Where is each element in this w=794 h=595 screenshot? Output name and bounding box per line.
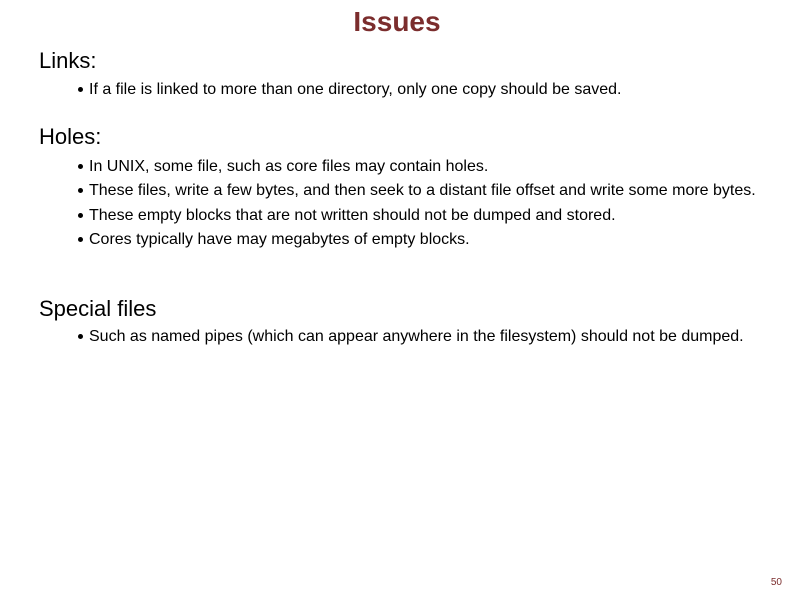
bullet-icon (78, 237, 83, 242)
list-item (78, 80, 758, 99)
section-heading-holes: Holes: (39, 124, 102, 149)
bullet-icon (78, 87, 83, 92)
list-item-text: These files, write a few bytes, and then seek to a distant file offset and write some more bytes. (89, 182, 756, 199)
section-heading-special-files: Special files (39, 296, 157, 321)
bullet-icon (78, 213, 83, 218)
special-files-bullet-list (78, 327, 758, 346)
bullet-icon (78, 164, 83, 169)
list-item-text: If a file is linked to more than one directory, only one copy should be saved. (89, 81, 622, 98)
slide-title: Issues (353, 6, 441, 37)
list-item-text: Such as named pipes (which can appear anywhere in the filesystem) should not be dumped. (89, 328, 744, 345)
bullet-icon (78, 188, 83, 193)
page-number: 50 (770, 577, 782, 588)
list-item-text: These empty blocks that are not written should not be dumped and stored. (89, 207, 616, 224)
list-item (78, 230, 758, 249)
links-bullet-list (78, 80, 758, 99)
section-heading-links: Links: (39, 48, 97, 73)
list-item (78, 327, 758, 346)
list-item (78, 206, 758, 225)
list-item (78, 181, 758, 200)
holes-bullet-list (78, 157, 758, 249)
list-item (78, 157, 758, 176)
bullet-icon (78, 334, 83, 339)
list-item-text: In UNIX, some file, such as core files may contain holes. (89, 158, 489, 175)
list-item-text: Cores typically have may megabytes of empty blocks. (89, 231, 470, 248)
